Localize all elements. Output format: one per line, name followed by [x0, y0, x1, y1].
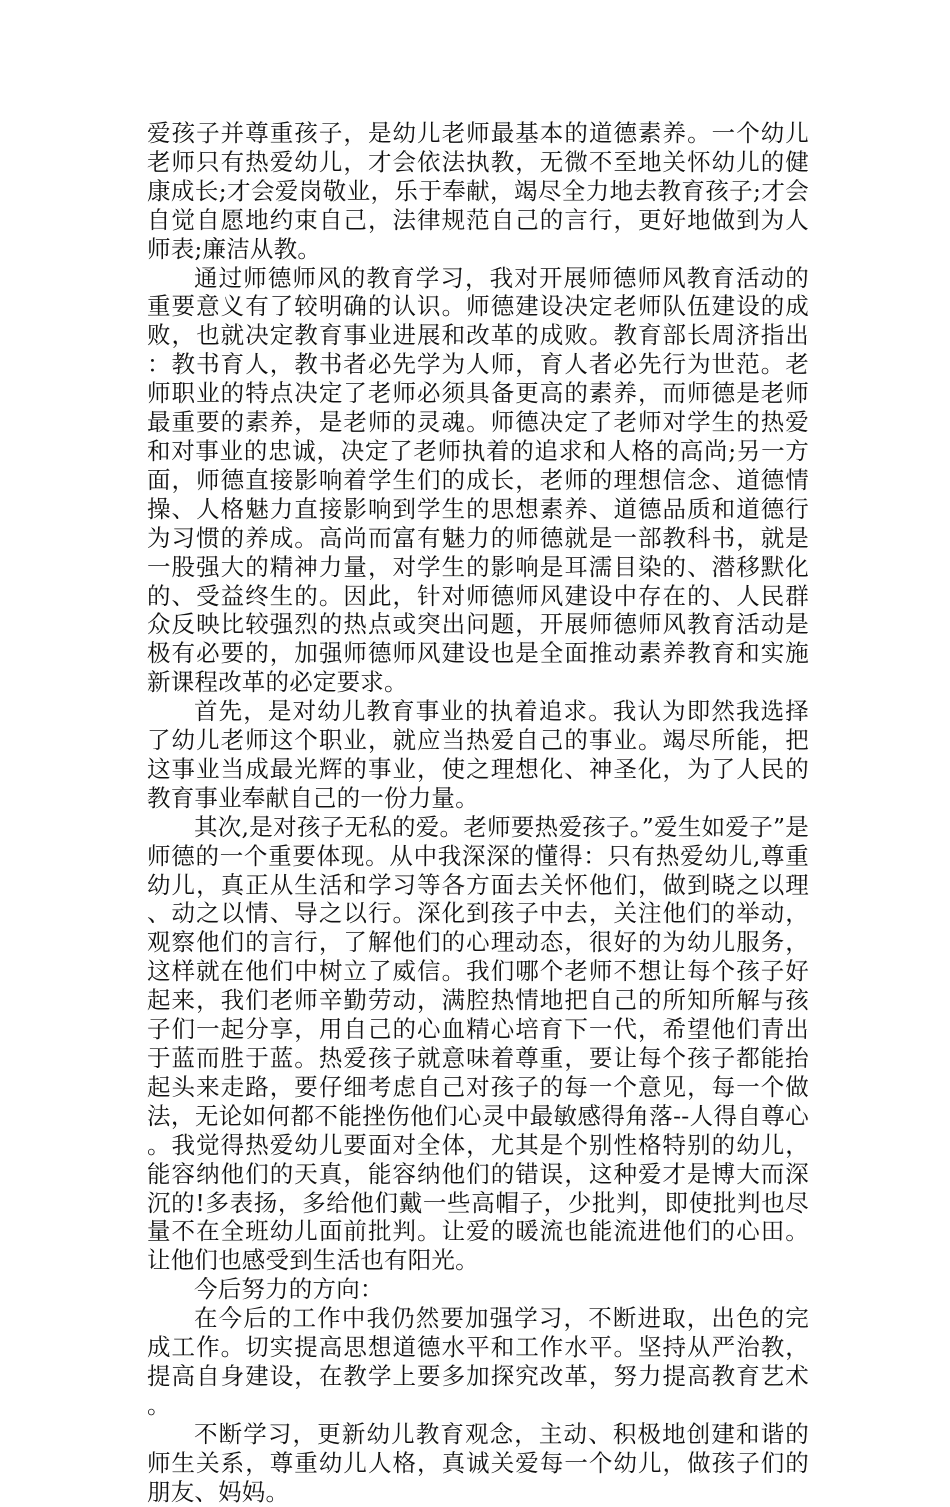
paragraph-7: 不断学习，更新幼儿教育观念，主动、积极地创建和谐的师生关系，尊重幼儿人格，真诚关爱每一个幼儿，做孩子们的朋友、妈妈。 — [147, 1419, 809, 1506]
paragraph-2: 通过师德师风的教育学习，我对开展师德师风教育活动的重要意义有了较明确的认识。师德建设决定老师队伍建设的成败，也就决定教育事业进展和改革的成败。教育部长周济指出：教书育人，教书者必先学为人师，育人者必先行为世范。老师职业的特点决定了老师必须具备更高的素养，而师德是老师最重要的素养，是老师的灵魂。师德决定了老师对学生的热爱和对事业的忠诚，决定了老师执着的追求和人格的高尚;另一方面，师德直接影响着学生们的成长，老师的理想信念、道德情操、人格魅力直接影响到学生的思想素养、道德品质和道德行为习惯的养成。高尚而富有魅力的师德就是一部教科书，就是一股强大的精神力量，对学生的影响是耳濡目染的、潜移默化的、受益终生的。因此，针对师德师风建设中存在的、人民群众反映比较强烈的热点或突出问题，开展师德师风教育活动是极有必要的，加强师德师风建设也是全面推动素养教育和实施新课程改革的必定要求。 — [147, 263, 809, 697]
paragraph-6: 在今后的工作中我仍然要加强学习，不断进取，出色的完成工作。切实提高思想道德水平和工作水平。坚持从严治教，提高自身建设，在教学上要多加探究改革，努力提高教育艺术。 — [147, 1304, 809, 1419]
paragraph-3: 首先，是对幼儿教育事业的执着追求。我认为即然我选择了幼儿老师这个职业，就应当热爱自己的事业。竭尽所能，把这事业当成最光辉的事业，使之理想化、神圣化，为了人民的教育事业奉献自己的一份力量。 — [147, 697, 809, 812]
paragraph-4: 其次,是对孩子无私的爱。老师要热爱孩子。”爱生如爱子”是师德的一个重要体现。从中我深深的懂得：只有热爱幼儿,尊重幼儿，真正从生活和学习等各方面去关怀他们，做到晓之以理、动之以情、导之以行。深化到孩子中去，关注他们的举动，观察他们的言行，了解他们的心理动态，很好的为幼儿服务，这样就在他们中树立了威信。我们哪个老师不想让每个孩子好起来，我们老师辛勤劳动，满腔热情地把自己的所知所解与孩子们一起分享，用自己的心血精心培育下一代，希望他们青出于蓝而胜于蓝。热爱孩子就意味着尊重，要让每个孩子都能抬起头来走路，要仔细考虑自己对孩子的每一个意见，每一个做法，无论如何都不能挫伤他们心灵中最敏感得角落--人得自尊心。我觉得热爱幼儿要面对全体，尤其是个别性格特别的幼儿，能容纳他们的天真，能容纳他们的错误，这种爱才是博大而深沉的!多表扬，多给他们戴一些高帽子，少批判，即使批判也尽量不在全班幼儿面前批判。让爱的暖流也能流进他们的心田。让他们也感受到生活也有阳光。 — [147, 812, 809, 1275]
paragraph-1: 爱孩子并尊重孩子，是幼儿老师最基本的道德素养。一个幼儿老师只有热爱幼儿，才会依法执教，无微不至地关怀幼儿的健康成长;才会爱岗敬业，乐于奉献，竭尽全力地去教育孩子;才会自觉自愿地约束自己，法律规范自己的言行，更好地做到为人师表;廉洁从教。 — [147, 119, 809, 263]
paragraph-5: 今后努力的方向： — [194, 1275, 384, 1304]
document-body — [147, 119, 809, 1507]
